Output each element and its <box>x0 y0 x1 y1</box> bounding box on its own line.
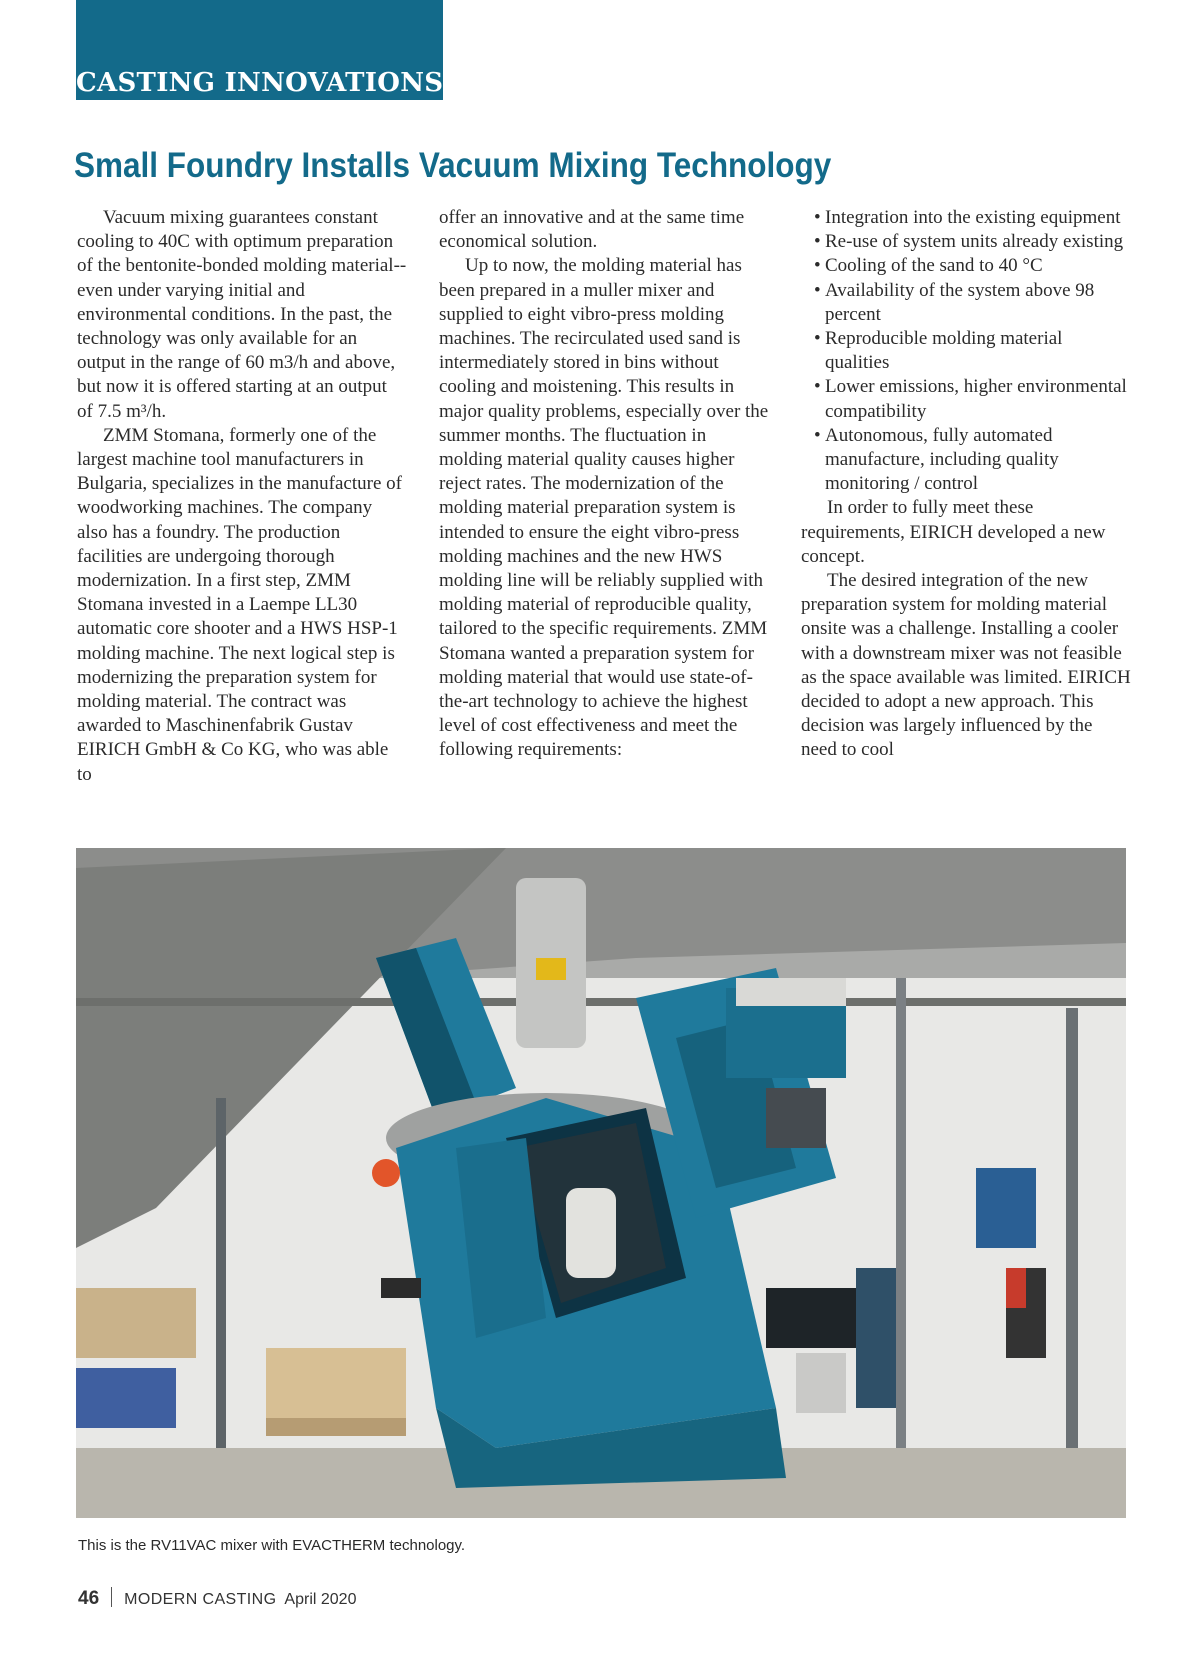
list-item: • Reproducible molding material qualities <box>801 327 1131 375</box>
footer-divider <box>111 1587 112 1607</box>
text-column-3 <box>801 206 1131 763</box>
paragraph: ZMM Stomana, formerly one of the largest machine tool manufacturers in Bulgaria, specializes in the manufacture of woodworking machines. The company also has a foundry. The production facilities are undergoing thorough modernization. In a first step, ZMM Stomana invested in a Laempe LL30 automatic core shooter and a HWS HSP-1 molding machine. The next logical step is modernizing the preparation system for molding material. The contract was awarded to Maschinenfabrik Gustav EIRICH GmbH & Co KG, who was able to <box>77 424 402 785</box>
list-item: • Re-use of system units already existing <box>801 230 1131 254</box>
article-title: Small Foundry Installs Vacuum Mixing Technology <box>74 146 832 185</box>
photo-caption: This is the RV11VAC mixer with EVACTHERM technology. <box>78 1537 466 1554</box>
section-label: CASTING INNOVATIONS <box>76 68 444 98</box>
mixer-illustration <box>76 848 1126 1518</box>
mixer-photo <box>76 848 1126 1518</box>
list-item: • Autonomous, fully automated manufacture, including quality monitoring / control <box>801 424 1131 497</box>
paragraph: Vacuum mixing guarantees constant cooling to 40C with optimum preparation of the bentonite-bonded molding material--even under varying initial and environmental conditions. In the past, the technology was only available for an output in the range of 60 m3/h and above, but now it is offered starting at an output of 7.5 m³/h. <box>77 207 407 422</box>
magazine-name: MODERN CASTING <box>124 1591 277 1608</box>
paragraph: The desired integration of the new preparation system for molding material onsite was a challenge. Installing a cooler with a downstream mixer was not feasible as the space available was limited. EIRICH decided to adopt a new approach. This decision was largely influenced by the need to cool <box>801 570 1131 761</box>
list-item: • Availability of the system above 98 percent <box>801 279 1131 327</box>
paragraph: Up to now, the molding material has been prepared in a muller mixer and supplied to eight vibro-press molding machines. The recirculated used sand is intermediately stored in bins without cooling and moistening. This results in major quality problems, especially over the summer months. The fluctuation in molding material quality causes higher reject rates. The modernization of the molding material preparation system is intended to ensure the eight vibro-press molding machines and the new HWS molding line will be reliably supplied with molding material of reproducible quality, tailored to the specific requirements. ZMM Stomana wanted a preparation system for molding material that would use state-of-the-art technology to achieve the highest level of cost effectiveness and meet the following requirements: <box>439 255 769 761</box>
list-item: • Integration into the existing equipment <box>801 206 1131 230</box>
page-footer <box>78 1584 356 1610</box>
paragraph: offer an innovative and at the same time economical solution. <box>439 207 745 253</box>
page-number: 46 <box>78 1588 100 1609</box>
text-column-2 <box>439 206 769 763</box>
text-column-1 <box>77 206 407 787</box>
issue-date: April 2020 <box>284 1591 357 1608</box>
list-item: • Lower emissions, higher environmental compatibility <box>801 375 1131 423</box>
paragraph: In order to fully meet these requirements, EIRICH developed a new concept. <box>801 497 1106 567</box>
list-item: • Cooling of the sand to 40 °C <box>801 254 1131 278</box>
requirements-list <box>801 206 1131 496</box>
